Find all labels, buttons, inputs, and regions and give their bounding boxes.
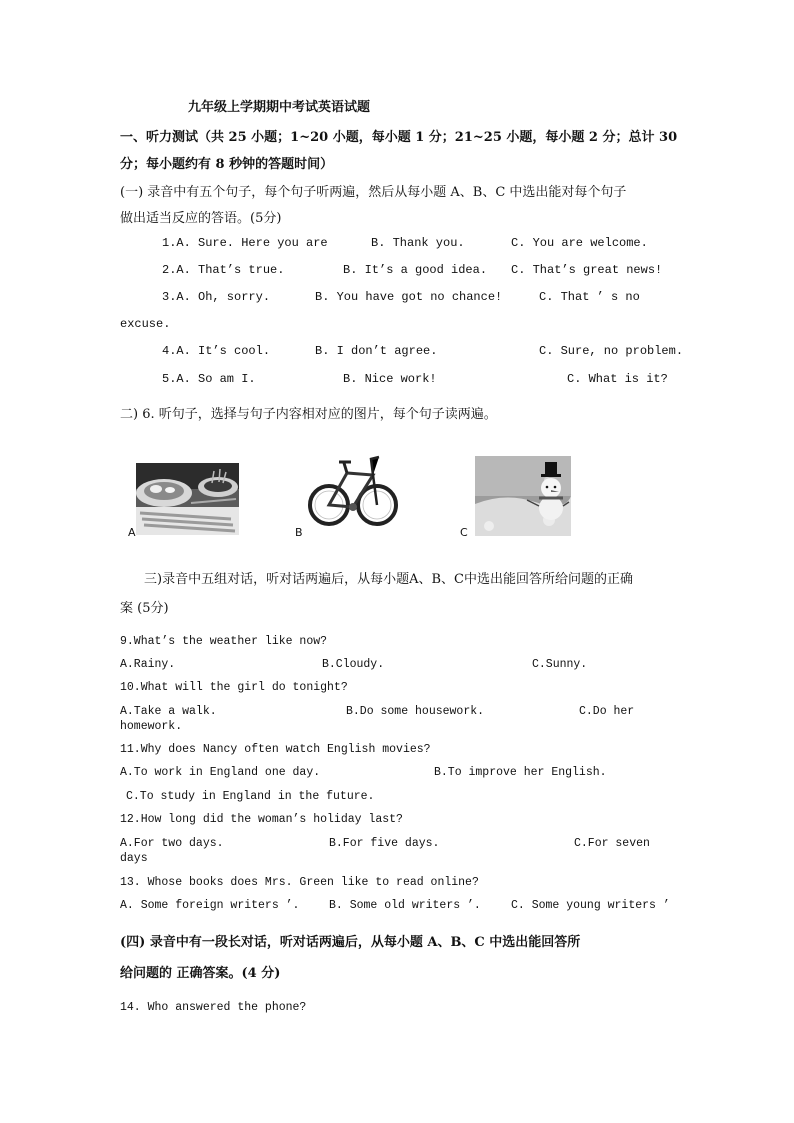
q2-option-b: B. It’s a good idea. <box>343 263 488 277</box>
q4-option-b: B. I don’t agree. <box>315 344 438 358</box>
q11-option-b: B.To improve her English. <box>434 766 607 779</box>
q5-option-c: C. What is it? <box>567 372 668 386</box>
part4-intro-line1: (四) 录音中有一段长对话，听对话两遍后，从每小题 A、B、C 中选出能回答所 <box>120 935 581 950</box>
q13-option-c: C. Some young writers ’ <box>511 899 670 912</box>
q3-option-c-continued: excuse. <box>120 317 171 331</box>
q5-option-b: B. Nice work! <box>343 372 437 386</box>
q3-option-a: 3.A. Oh, sorry. <box>162 290 271 304</box>
q1-option-c: C. You are welcome. <box>511 236 648 250</box>
part1-intro-line2: 做出适当反应的答语。(5分) <box>120 211 282 226</box>
q11-option-c: C.To study in England in the future. <box>126 790 375 803</box>
q12-option-a: A.For two days. <box>120 837 224 850</box>
q4-option-a: 4.A. It’s cool. <box>162 344 271 358</box>
page-title: 九年级上学期期中考试英语试题 <box>188 100 371 115</box>
part1-intro-line1: (一) 录音中有五个句子，每个句子听两遍，然后从每小题 A、B、C 中选出能对每个句子 <box>120 185 627 200</box>
q3-option-c: C. That ’ s no <box>539 290 640 304</box>
part4-intro-line2: 给问题的 正确答案。(4 分) <box>120 966 281 981</box>
q11-option-a: A.To work in England one day. <box>120 766 321 779</box>
q5-option-a: 5.A. So am I. <box>162 372 256 386</box>
q9-option-a: A.Rainy. <box>120 658 176 671</box>
food-plate-photo <box>136 463 239 535</box>
q10-option-c-continued: homework. <box>120 720 183 733</box>
picture-label-b: B <box>295 526 303 539</box>
q1-option-b: B. Thank you. <box>371 236 465 250</box>
q10-option-b: B.Do some housework. <box>346 705 485 718</box>
bicycle-photo <box>307 443 399 531</box>
q9-option-c: C.Sunny. <box>532 658 588 671</box>
q10-question: 10.What will the girl do tonight? <box>120 681 348 694</box>
picture-label-a: A <box>128 526 136 539</box>
q9-option-b: B.Cloudy. <box>322 658 385 671</box>
q13-option-a: A. Some foreign writers ’. <box>120 899 300 912</box>
q4-option-c: C. Sure, no problem. <box>539 344 684 358</box>
q14-question: 14. Who answered the phone? <box>120 1001 307 1014</box>
snowman-photo <box>475 456 571 536</box>
q12-option-b: B.For five days. <box>329 837 440 850</box>
q13-option-b: B. Some old writers ’. <box>329 899 481 912</box>
section-heading-line1: 一、听力测试（共 25 小题；1~20 小题，每小题 1 分；21~25 小题，每小题 2 分；总计 30 <box>120 130 678 145</box>
section-heading-line2: 分；每小题约有 8 秒钟的答题时间） <box>120 157 334 172</box>
part2-intro: 二) 6. 听句子，选择与句子内容相对应的图片，每个句子读两遍。 <box>120 407 497 422</box>
q12-question: 12.How long did the woman’s holiday last? <box>120 813 403 826</box>
q13-question: 13. Whose books does Mrs. Green like to read online? <box>120 876 479 889</box>
q10-option-a: A.Take a walk. <box>120 705 217 718</box>
q3-option-b: B. You have got no chance! <box>315 290 503 304</box>
part3-intro-line1: 三)录音中五组对话，听对话两遍后，从每小题A、B、C中选出能回答所给问题的正确 <box>144 572 633 587</box>
q12-option-c: C.For seven <box>574 837 650 850</box>
q9-question: 9.What’s the weather like now? <box>120 635 328 648</box>
part3-intro-line2: 案 (5分) <box>120 601 169 616</box>
q12-option-c-continued: days <box>120 852 148 865</box>
q10-option-c: C.Do her <box>579 705 635 718</box>
picture-label-c: C <box>460 526 468 539</box>
q11-question: 11.Why does Nancy often watch English movies? <box>120 743 431 756</box>
q1-option-a: 1.A. Sure. Here you are <box>162 236 328 250</box>
q2-option-a: 2.A. That’s true. <box>162 263 285 277</box>
q2-option-c: C. That’s great news! <box>511 263 663 277</box>
